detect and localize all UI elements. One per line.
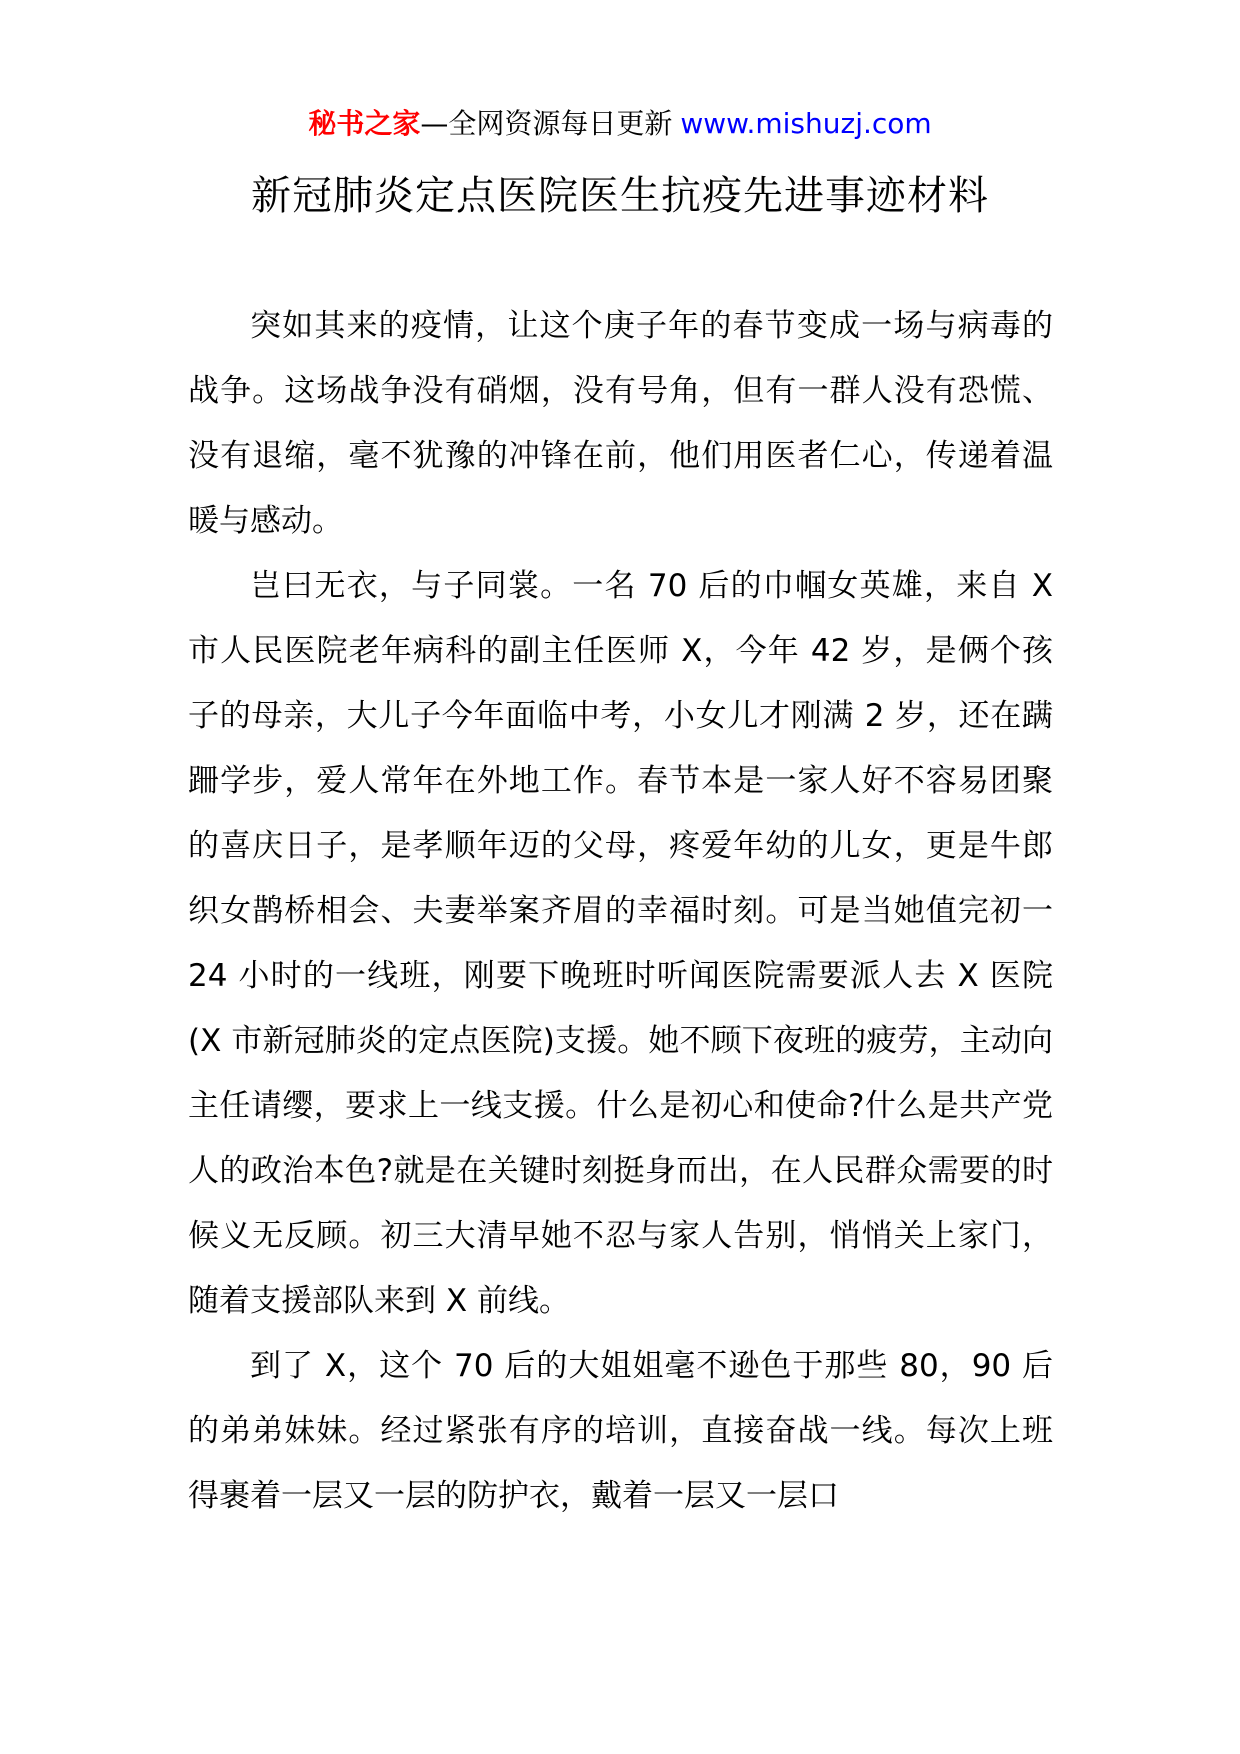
document-title: 新冠肺炎定点医院医生抗疫先进事迹材料 (251, 173, 989, 219)
site-header (0, 104, 1240, 144)
document-body (188, 294, 1053, 1529)
site-tagline: —全网资源每日更新 (420, 107, 673, 140)
body-paragraph-2: 岂曰无衣，与子同裳。一名 70 后的巾帼女英雄，来自 X 市人民医院老年病科的副主任医师 X，今年 42 岁，是俩个孩子的母亲，大儿子今年面临中考，小女儿才刚满 2 岁，还在蹒跚学步，爱人常年在外地工作。春节本是一家人好不容易团聚的喜庆日子，是孝顺年迈的父母，疼爱年幼的儿女，更是牛郎织女鹊桥相会、夫妻举案齐眉的幸福时刻。可是当她值完初一 24 小时的一线班，刚要下晚班时听闻医院需要派人去 X 医院(X 市新冠肺炎的定点医院)支援。她不顾下夜班的疲劳，主动向主任请缨，要求上一线支援。什么是初心和使命?什么是共产党人的政治本色?就是在关键时刻挺身而出，在人民群众需要的时候义无反顾。初三大清早她不忍与家人告别，悄悄关上家门，随着支援部队来到 X 前线。 (188, 568, 1053, 1319)
site-name: 秘书之家 (308, 107, 421, 140)
site-url-link[interactable]: www.mishuzj.com (680, 107, 932, 140)
body-paragraph-1: 突如其来的疫情，让这个庚子年的春节变成一场与病毒的战争。这场战争没有硝烟，没有号角，但有一群人没有恐慌、没有退缩，毫不犹豫的冲锋在前，他们用医者仁心，传递着温暖与感动。 (188, 308, 1053, 539)
body-paragraph-3: 到了 X，这个 70 后的大姐姐毫不逊色于那些 80，90 后的弟弟妹妹。经过紧张有序的培训，直接奋战一线。每次上班得裹着一层又一层的防护衣，戴着一层又一层口 (188, 1348, 1053, 1514)
